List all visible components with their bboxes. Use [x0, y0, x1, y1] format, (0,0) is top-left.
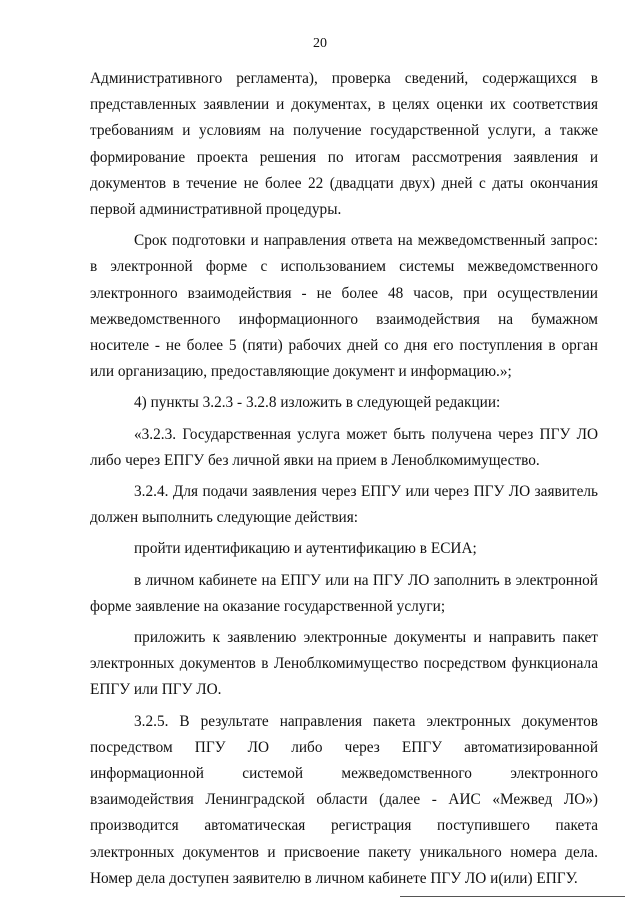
paragraph-3: 4) пункты 3.2.3 - 3.2.8 изложить в следующей редакции:	[134, 394, 501, 412]
paragraph-9: 3.2.5. В результате направления пакета электронных документов посредством ПГУ ЛО либо через ЕПГУ автоматизированной информационной системой межведомственного электронного взаимодействия Ленинградской области (далее - АИС «Межвед ЛО») производится автоматическая регистрация поступившего пакета электронных документов и присвоение пакету уникального номера дела. Номер дела доступен заявителю в личном кабинете ПГУ ЛО и(или) ЕПГУ.	[90, 712, 598, 887]
paragraph-6: пройти идентификацию и аутентификацию в ЕСИА;	[134, 540, 477, 558]
document-body	[90, 66, 598, 897]
page-number: 20	[313, 36, 327, 51]
paragraph-2: Срок подготовки и направления ответа на межведомственный запрос: в электронной форме с использованием системы межведомственного электронного взаимодействия - не более 48 часов, при осуществлении межведомственного информационного взаимодействия на бумажном носителе - не более 5 (пяти) рабочих дней со дня его поступления в орган или организацию, предоставляющие документ и информацию.»;	[90, 232, 598, 381]
paragraph-8: приложить к заявлению электронные документы и направить пакет электронных документов в Леноблкомимущество посредством функционала ЕПГУ или ПГУ ЛО.	[90, 629, 598, 699]
paragraph-4: «3.2.3. Государственная услуга может быть получена через ПГУ ЛО либо через ЕПГУ без личной явки на прием в Леноблкомимущество.	[90, 425, 598, 469]
paragraph-5: 3.2.4. Для подачи заявления через ЕПГУ или через ПГУ ЛО заявитель должен выполнить следующие действия:	[90, 483, 598, 527]
footer-divider	[400, 896, 625, 897]
paragraph-1: Административного регламента), проверка сведений, содержащихся в представленных заявлении и документах, в целях оценки их соответствия требованиям и условиям на получение государственной услуги, а также формирование проекта решения по итогам рассмотрения заявления и документов в течение не более 22 (двадцати двух) дней с даты окончания первой административной процедуры.	[90, 70, 598, 219]
paragraph-7: в личном кабинете на ЕПГУ или на ПГУ ЛО заполнить в электронной форме заявление на оказание государственной услуги;	[90, 571, 598, 615]
